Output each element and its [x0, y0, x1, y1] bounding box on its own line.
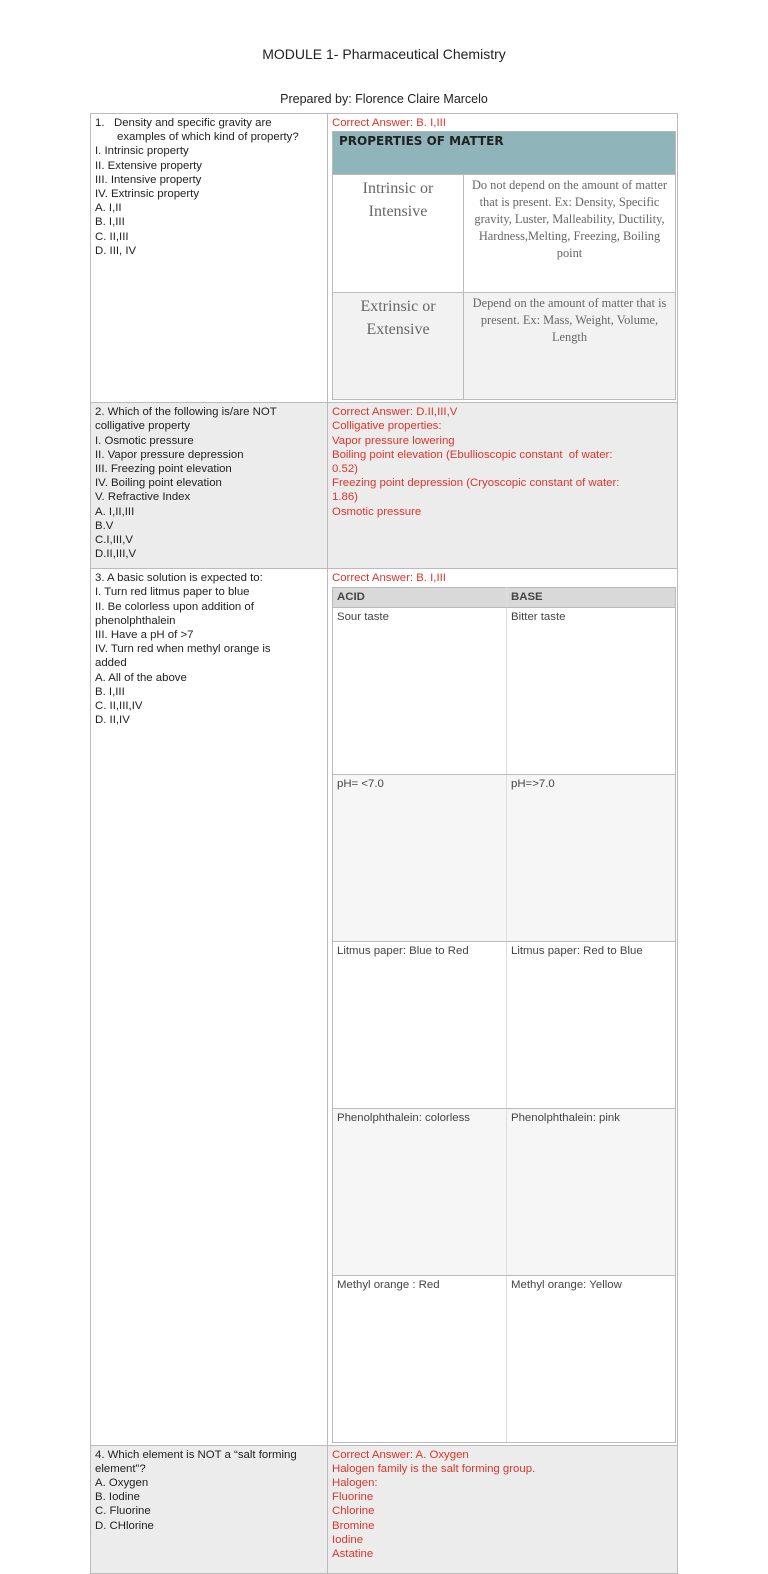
table-row	[91, 403, 678, 569]
acid-cell: Sour taste	[333, 607, 507, 774]
text-line: 1.86)	[332, 491, 358, 504]
text-line: B. I,III	[95, 216, 125, 229]
question-stem: examples of which kind of property?	[117, 131, 299, 144]
correct-answer: Correct Answer: B. I,III	[332, 117, 446, 129]
table-row	[91, 569, 678, 1445]
text-line: Halogen family is the salt forming group.	[332, 1462, 536, 1475]
question-2	[91, 403, 328, 569]
text-line: Iodine	[332, 1533, 364, 1546]
base-cell: pH=>7.0	[507, 774, 676, 941]
text-line: IV. Turn red when methyl orange is	[95, 643, 271, 656]
answer-lines	[332, 1448, 673, 1562]
text-line: A. I,II	[95, 202, 122, 215]
text-line: II. Be colorless upon addition of	[95, 600, 254, 613]
base-header: BASE	[507, 588, 676, 607]
text-line: Osmotic pressure	[332, 505, 422, 518]
question-stem: 1. Density and specific gravity are	[95, 117, 272, 129]
text-line: IV. Extrinsic property	[95, 188, 200, 201]
text-line: Boiling point elevation (Ebullioscopic constant of water:	[332, 448, 613, 461]
answer-2	[328, 403, 678, 569]
base-cell: Phenolphthalein: pink	[507, 1108, 676, 1275]
text-line: Correct Answer: D.II,III,V	[332, 406, 458, 419]
text-line: C. II,III	[95, 230, 129, 243]
text-line: D. CHlorine	[95, 1519, 154, 1532]
text-line: III. Have a pH of >7	[95, 629, 194, 642]
prepared-by	[0, 92, 768, 106]
question-3	[91, 569, 328, 1445]
acid-cell: Litmus paper: Blue to Red	[333, 941, 507, 1108]
text-line: Fluorine	[332, 1491, 374, 1504]
text-line: 3. A basic solution is expected to:	[95, 572, 263, 585]
question-lines	[95, 571, 323, 727]
text-line: Freezing point depression (Cryoscopic constant of water:	[332, 477, 620, 490]
text-line: D.II,III,V	[95, 548, 137, 561]
base-cell: Bitter taste	[507, 607, 676, 774]
table-row	[91, 1445, 678, 1573]
property-desc: Do not depend on the amount of matter that is present. Ex: Density, Specific gravity, Luster, Malleability, Ductility, Hardness,Melting, Freezing, Boiling point	[464, 175, 676, 293]
answer-1	[328, 114, 678, 403]
correct-answer: Correct Answer: B. I,III	[332, 572, 446, 585]
text-line: 4. Which element is NOT a “salt forming	[95, 1448, 297, 1461]
question-4	[91, 1445, 328, 1573]
table-row	[91, 114, 678, 403]
text-line: IV. Boiling point elevation	[95, 477, 222, 490]
text-line: D. III, IV	[95, 244, 137, 257]
text-line: III. Freezing point elevation	[95, 463, 232, 476]
text-line: B. Iodine	[95, 1491, 140, 1504]
properties-of-matter-table	[332, 131, 676, 400]
properties-heading: PROPERTIES OF MATTER	[333, 132, 676, 175]
option-list	[95, 144, 323, 258]
text-line: C. II,III,IV	[95, 700, 143, 713]
text-line: Halogen:	[332, 1477, 378, 1490]
text-line: A. I,II,III	[95, 505, 135, 518]
text-line: phenolphthalein	[95, 614, 176, 627]
text-line: Astatine	[332, 1548, 374, 1561]
text-line: colligative property	[95, 420, 190, 433]
acid-base-table	[332, 587, 676, 1442]
answer-4	[328, 1445, 678, 1573]
acid-cell: Phenolphthalein: colorless	[333, 1108, 507, 1275]
property-desc: Depend on the amount of matter that is present. Ex: Mass, Weight, Volume, Length	[464, 293, 676, 400]
text-line: V. Refractive Index	[95, 491, 191, 504]
text-line: Vapor pressure lowering	[332, 434, 455, 447]
acid-cell: pH= <7.0	[333, 774, 507, 941]
base-cell: Methyl orange: Yellow	[507, 1275, 676, 1442]
text-line: D. II,IV	[95, 714, 130, 727]
qa-table	[90, 113, 678, 1574]
question-lines	[95, 405, 323, 561]
text-line: I. Intrinsic property	[95, 145, 189, 158]
text-line: Chlorine	[332, 1505, 375, 1518]
text-line: Correct Answer: A. Oxygen	[332, 1448, 469, 1461]
text-line: Colligative properties:	[332, 420, 442, 433]
answer-lines	[332, 405, 673, 519]
text-line: II. Vapor pressure depression	[95, 448, 244, 461]
text-line: B.V	[95, 519, 114, 532]
text-line: C.I,III,V	[95, 534, 133, 547]
prepared-name: Florence Claire Marcelo	[351, 92, 488, 106]
property-term: Intrinsic or Intensive	[333, 175, 464, 293]
prepared-label: Prepared by:	[280, 92, 352, 106]
text-line: element”?	[95, 1462, 146, 1475]
question-lines	[95, 1448, 323, 1533]
text-line: I. Osmotic pressure	[95, 434, 194, 447]
page-title: MODULE 1- Pharmaceutical Chemistry	[262, 46, 506, 62]
base-cell: Litmus paper: Red to Blue	[507, 941, 676, 1108]
text-line: Bromine	[332, 1519, 375, 1532]
question-1	[91, 114, 328, 403]
acid-header: ACID	[333, 588, 507, 607]
text-line: A. Oxygen	[95, 1477, 149, 1490]
text-line: 2. Which of the following is/are NOT	[95, 406, 277, 419]
text-line: III. Intensive property	[95, 173, 202, 186]
acid-cell: Methyl orange : Red	[333, 1275, 507, 1442]
answer-3	[328, 569, 678, 1445]
text-line: I. Turn red litmus paper to blue	[95, 586, 250, 599]
property-term: Extrinsic or Extensive	[333, 293, 464, 400]
text-line: II. Extensive property	[95, 159, 202, 172]
text-line: A. All of the above	[95, 671, 187, 684]
text-line: 0.52)	[332, 463, 358, 476]
text-line: B. I,III	[95, 685, 125, 698]
text-line: added	[95, 657, 127, 670]
text-line: C. Fluorine	[95, 1505, 151, 1518]
